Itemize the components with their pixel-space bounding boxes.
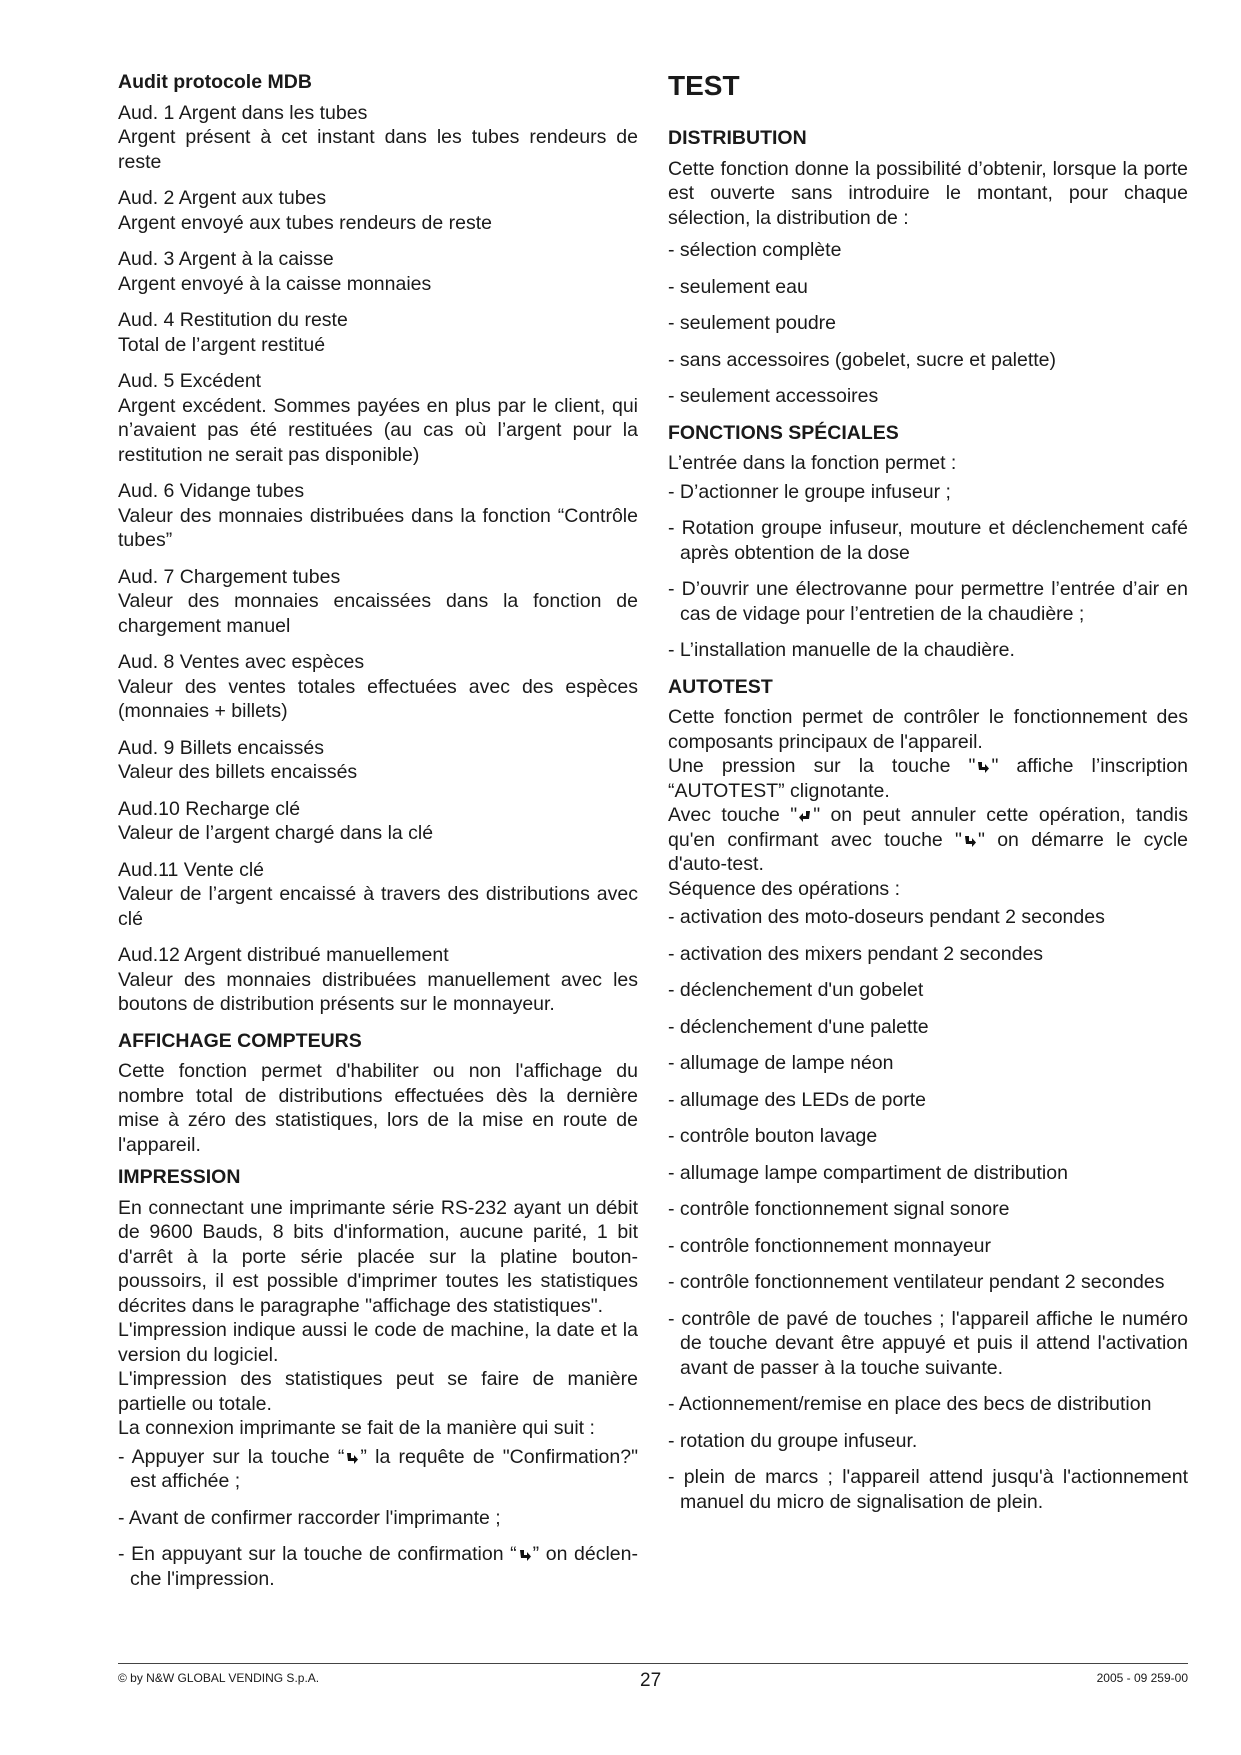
audit-entry-title: Aud. 6 Vidange tubes [118, 480, 305, 502]
audit-entry-title: Aud. 9 Billets encaissés [118, 736, 324, 759]
footer-doc-reference: 2005 - 09 259-00 [1096, 1671, 1188, 1685]
autotest-item: - Actionnement/remise en place des becs de distribution [668, 1393, 1152, 1415]
autotest-list [668, 905, 1188, 1514]
fonctions-text: L’entrée dans la fonction permet : [668, 452, 957, 474]
fonctions-item: - L’installation manuelle de la chaudière. [668, 639, 1015, 661]
audit-entry [118, 479, 638, 553]
cancel-key-icon [798, 810, 812, 823]
audit-entry-description: Argent présent à cet instant dans les tubes rendeurs de reste [118, 126, 638, 173]
audit-entry-description: Valeur des ventes totales effectuées avec des espèces (monnaies + billets) [118, 675, 638, 722]
audit-entry [118, 101, 638, 175]
autotest-item: - activation des mixers pendant 2 secondes [668, 942, 1044, 965]
impression-heading: IMPRESSION [118, 1166, 241, 1188]
audit-entry [118, 308, 638, 357]
audit-entry [118, 369, 638, 467]
fonctions-list [668, 480, 1188, 663]
fonctions-item: - D’actionner le groupe infuseur ; [668, 480, 951, 503]
fonctions-heading: FONCTIONS SPÉCIALES [668, 421, 899, 444]
audit-entry [118, 565, 638, 639]
autotest-item: - contrôle fonctionnement ventilateur pendant 2 secondes [668, 1271, 1165, 1293]
autotest-item: - allumage de lampe néon [668, 1052, 894, 1074]
audit-entry [118, 186, 638, 235]
autotest-item: - contrôle de pavé de touches ; l'appareil affiche le numéro de touche devant être appuyé et puis il attend l'activation avant de passer à la touche suivante. [668, 1307, 1188, 1379]
audit-list [118, 101, 638, 1017]
impression-step-2: - Avant de confirmer raccorder l'imprimante ; [118, 1506, 501, 1529]
affichage-text: Cette fonction permet d'habiliter ou non l'affichage du nombre total de distributions effectuées dès la dernière mise à zéro des statistiques, lors de la mise en route de l'appareil. [118, 1060, 638, 1156]
audit-entry [118, 943, 638, 1017]
autotest-item: - contrôle bouton lavage [668, 1125, 878, 1147]
footer-divider [118, 1663, 1188, 1664]
audit-entry-description: Argent excédent. Sommes payées en plus par le client, qui n’avaient pas été restituées (au cas où l’argent pour la restitution ne serait pas disponible) [118, 394, 638, 466]
audit-entry [118, 247, 638, 296]
confirm-key-icon [518, 1549, 532, 1562]
audit-entry-title: Aud. 4 Restitution du reste [118, 309, 348, 331]
autotest-item: - plein de marcs ; l'appareil attend jusqu'à l'actionnement manuel du micro de signalisation de plein. [668, 1466, 1188, 1513]
distribution-item: - seulement accessoires [668, 385, 879, 407]
autotest-item: - allumage des LEDs de porte [668, 1088, 926, 1111]
impression-paragraph-2: L'impression indique aussi le code de machine, la date et la version du logiciel. [118, 1319, 638, 1366]
impression-step-1: - Appuyer sur la touche “ ” la requête de "Confirmation?" est affichée ; [118, 1445, 638, 1492]
audit-entry-title: Aud. 7 Chargement tubes [118, 565, 341, 588]
autotest-item: - contrôle fonctionnement monnayeur [668, 1234, 992, 1257]
confirm-key-icon [976, 761, 990, 774]
audit-entry-description: Valeur des monnaies encaissées dans la fonction de chargement manuel [118, 590, 638, 637]
audit-entry-description: Argent envoyé aux tubes rendeurs de reste [118, 211, 492, 234]
audit-entry-description: Valeur des monnaies distribuées dans la fonction “Contrôle tubes” [118, 504, 638, 551]
impression-paragraph-4: La connexion imprimante se fait de la manière qui suit : [118, 1417, 595, 1439]
autotest-item: - allumage lampe compartiment de distribution [668, 1161, 1068, 1184]
left-column [118, 70, 638, 1603]
impression-paragraph-1: En connectant une imprimante série RS-232 ayant un débit de 9600 Bauds, 8 bits d'information, aucune parité, 1 bit d'arrêt à la porte série placée sur la platine bouton-poussoirs, il est possible d'imprimer toutes les statistiques décrites dans le paragraphe "affichage des statistiques". [118, 1196, 638, 1317]
autotest-item: - rotation du groupe infuseur. [668, 1429, 918, 1452]
impression-steps [118, 1445, 638, 1592]
audit-entry-description: Valeur de l’argent encaissé à travers des distributions avec clé [118, 883, 638, 930]
audit-entry [118, 736, 638, 785]
audit-entry-title: Aud. 2 Argent aux tubes [118, 187, 327, 209]
audit-heading: Audit protocole MDB [118, 71, 312, 93]
distribution-item: - seulement poudre [668, 312, 837, 334]
distribution-item: - sélection complète [668, 239, 842, 261]
autotest-item: - contrôle fonctionnement signal sonore [668, 1198, 1010, 1220]
audit-entry-description: Total de l’argent restitué [118, 333, 326, 356]
autotest-paragraph-1: Cette fonction permet de contrôler le fonctionnement des composants principaux de l'appareil. [668, 706, 1188, 753]
audit-entry-title: Aud.11 Vente clé [118, 858, 265, 881]
audit-entry-title: Aud. 5 Excédent [118, 370, 262, 392]
affichage-heading: AFFICHAGE COMPTEURS [118, 1029, 362, 1052]
autotest-paragraph-2: Une pression sur la touche " " affiche l’inscription “AUTOTEST” clignotante. [668, 755, 1188, 802]
distribution-list [668, 238, 1188, 409]
audit-entry [118, 797, 638, 846]
impression-paragraph-3: L'impression des statistiques peut se faire de manière partielle ou totale. [118, 1368, 638, 1415]
audit-entry-description: Valeur de l’argent chargé dans la clé [118, 822, 434, 844]
audit-entry-title: Aud. 3 Argent à la caisse [118, 248, 334, 270]
audit-entry-title: Aud. 8 Ventes avec espèces [118, 651, 365, 673]
footer-copyright: © by N&W GLOBAL VENDING S.p.A. [118, 1671, 320, 1685]
right-column [668, 70, 1188, 1526]
fonctions-item: - Rotation groupe infuseur, mouture et déclenchement café après obtention de la dose [668, 517, 1188, 564]
autotest-heading: AUTOTEST [668, 675, 773, 698]
audit-entry-description: Valeur des billets encaissés [118, 761, 358, 783]
distribution-item: - sans accessoires (gobelet, sucre et palette) [668, 348, 1057, 371]
page-number: 27 [640, 1670, 662, 1691]
audit-entry-title: Aud.12 Argent distribué manuellement [118, 944, 449, 966]
confirm-key-icon [963, 835, 977, 848]
confirm-key-icon [345, 1452, 359, 1465]
audit-entry [118, 858, 638, 932]
distribution-heading: DISTRIBUTION [668, 127, 807, 149]
autotest-paragraph-3: Avec touche " " on peut annuler cette opération, tandis qu'en confirmant avec touche " " on démarre le cycle d'auto-test. [668, 804, 1188, 875]
impression-step-3: - En appuyant sur la touche de confirmation “ ” on déclen-che l'impression. [118, 1543, 638, 1590]
distribution-item: - seulement eau [668, 275, 808, 298]
audit-entry-description: Valeur des monnaies distribuées manuellement avec les boutons de distribution présents sur le monnayeur. [118, 968, 638, 1015]
autotest-item: - déclenchement d'une palette [668, 1015, 929, 1038]
fonctions-item: - D’ouvrir une électrovanne pour permettre l’entrée d’air en cas de vidage pour l’entretien de la chaudière ; [668, 578, 1188, 625]
autotest-item: - activation des moto-doseurs pendant 2 secondes [668, 906, 1105, 928]
test-title: TEST [668, 70, 740, 101]
audit-entry-title: Aud. 1 Argent dans les tubes [118, 101, 368, 124]
autotest-paragraph-4: Séquence des opérations : [668, 877, 901, 900]
autotest-item: - déclenchement d'un gobelet [668, 979, 924, 1001]
audit-entry-description: Argent envoyé à la caisse monnaies [118, 272, 432, 295]
audit-entry [118, 650, 638, 724]
audit-entry-title: Aud.10 Recharge clé [118, 797, 301, 820]
distribution-text: Cette fonction donne la possibilité d’obtenir, lorsque la porte est ouverte sans introduire le montant, pour chaque sélection, la distribution de : [668, 157, 1188, 229]
